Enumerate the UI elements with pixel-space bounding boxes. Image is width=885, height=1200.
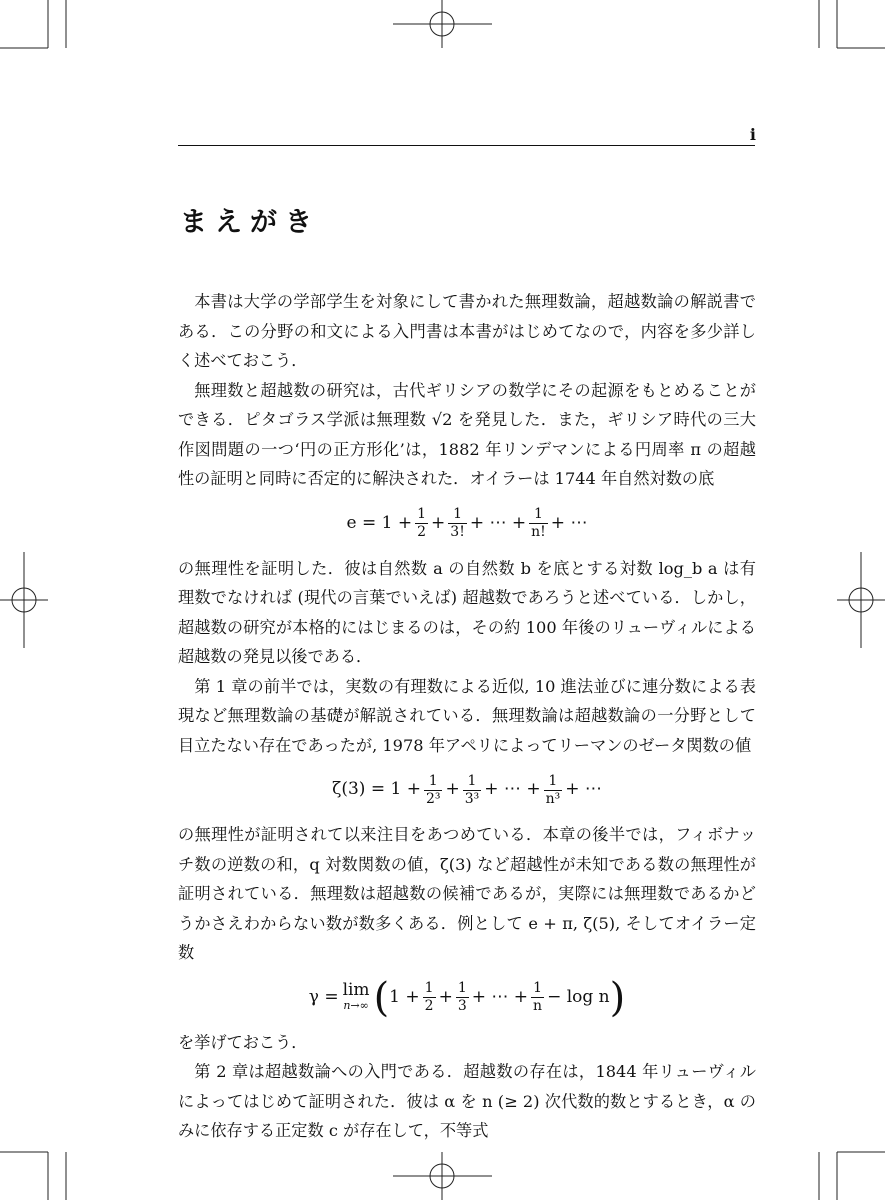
eq3-lim: lim xyxy=(342,979,370,1000)
eq2-f3-den: n³ xyxy=(545,790,561,807)
eq3-one: 1 + xyxy=(389,986,420,1007)
eq3-frac1 xyxy=(423,980,436,1015)
eq3-limit xyxy=(342,979,370,1014)
eq3-f1-num: 1 xyxy=(424,980,434,996)
eq1-f2-den: 3! xyxy=(450,524,465,540)
eq2-f2-num: 1 xyxy=(467,772,477,789)
eq3-mid: + ⋯ + xyxy=(471,986,529,1007)
eq1-f2-num: 1 xyxy=(453,506,463,522)
eq1-frac1 xyxy=(415,506,428,541)
eq2-f2-den: 3³ xyxy=(464,790,480,807)
eq3-f3-num: 1 xyxy=(533,980,542,996)
page-number: i xyxy=(749,125,756,144)
eq3-f2-num: 1 xyxy=(457,980,467,996)
paragraph-2: 無理数と超越数の研究は，古代ギリシアの数学にその起源をもとめることができる．ピタゴラス学派は無理数 √2 を発見した．また，ギリシア時代の三大作図問題の一つ‘円の正方形化’は，1882 年リンデマンによる円周率 π の超越性の証明と同時に否定的に解決された．オイラーは 1744 年自然対数の底 xyxy=(178,380,756,488)
eq1-tail: + ⋯ xyxy=(550,512,588,533)
eq1-frac3 xyxy=(529,506,548,541)
eq3-tail: − log n xyxy=(547,986,610,1007)
eq3-lim-sub: n→∞ xyxy=(343,998,369,1012)
body-text xyxy=(178,287,756,1146)
eq2-f3-num: 1 xyxy=(548,772,558,789)
paragraph-6: を挙げておこう． xyxy=(178,1032,308,1052)
eq1-frac2 xyxy=(448,506,467,541)
eq1-mid: + ⋯ + xyxy=(469,512,527,533)
eq2-frac1 xyxy=(424,773,443,808)
eq3-f1-den: 2 xyxy=(424,998,434,1014)
equation-e-series xyxy=(178,494,756,554)
eq2-mid: + ⋯ + xyxy=(484,779,541,800)
eq1-f3-num: 1 xyxy=(534,506,543,522)
header-rule xyxy=(178,145,755,146)
eq3-frac2 xyxy=(456,980,469,1015)
eq1-f3-den: n! xyxy=(531,524,546,540)
eq2-frac3 xyxy=(544,773,563,808)
eq2-f1-den: 2³ xyxy=(425,790,441,807)
paragraph-3: の無理性を証明した．彼は自然数 a の自然数 b を底とする対数 log_b a は有理数でなければ (現代の言葉でいえば) 超越数であろうと述べている．しかし，超越数の研究が本格的にはじまるのは，その約 100 年後のリューヴィルによる超越数の発見以後である． xyxy=(178,558,756,666)
paragraph-5: の無理性が証明されて以来注目をあつめている．本章の後半では，フィボナッチ数の逆数の和，q 対数関数の値，ζ(3) など超越性が未知である数の無理性が証明されている．無理数は超越数の候補であるが，実際には無理数であるかどうかさえわからない数が数多くある．例として e + π, ζ(5), そしてオイラー定数 xyxy=(178,825,756,962)
eq3-rparen: ) xyxy=(609,974,626,1021)
paragraph-1: 本書は大学の学部学生を対象にして書かれた無理数論，超越数論の解説書である．この分野の和文による入門書は本書がはじめてなので，内容を多少詳しく述べておこう． xyxy=(178,292,756,370)
eq1-lhs: e = 1 + xyxy=(346,512,413,533)
eq2-frac2 xyxy=(463,773,482,808)
eq1-f1-num: 1 xyxy=(417,506,427,522)
eq3-plus: + xyxy=(438,986,453,1007)
paragraph-7: 第 2 章は超越数論への入門である．超越数の存在は，1844 年リューヴィルによってはじめて証明された．彼は α を n (≥ 2) 次代数的数とするとき，α のみに依存する正定数 c が存在して，不等式 xyxy=(178,1062,756,1140)
equation-zeta3 xyxy=(178,760,756,820)
eq1-plus: + xyxy=(431,512,446,533)
eq1-f1-den: 2 xyxy=(417,524,427,540)
eq2-lhs: ζ(3) = 1 + xyxy=(332,779,421,800)
page-title: まえがき xyxy=(180,207,320,238)
eq3-frac3 xyxy=(531,980,544,1015)
eq2-plus: + xyxy=(445,779,460,800)
eq3-lhs: γ = xyxy=(308,986,339,1007)
eq3-f2-den: 3 xyxy=(457,998,467,1014)
paragraph-4: 第 1 章の前半では，実数の有理数による近似, 10 進法並びに連分数による表現など無理数論の基礎が解説されている．無理数論は超越数論の一分野として目立たない存在であったが, 1978 年アペリによってリーマンのゼータ関数の値 xyxy=(178,676,756,755)
eq2-f1-num: 1 xyxy=(428,772,438,789)
equation-euler-gamma xyxy=(178,968,756,1028)
eq2-tail: + ⋯ xyxy=(565,779,602,800)
eq3-lparen: ( xyxy=(373,974,390,1021)
eq3-f3-den: n xyxy=(533,998,543,1014)
